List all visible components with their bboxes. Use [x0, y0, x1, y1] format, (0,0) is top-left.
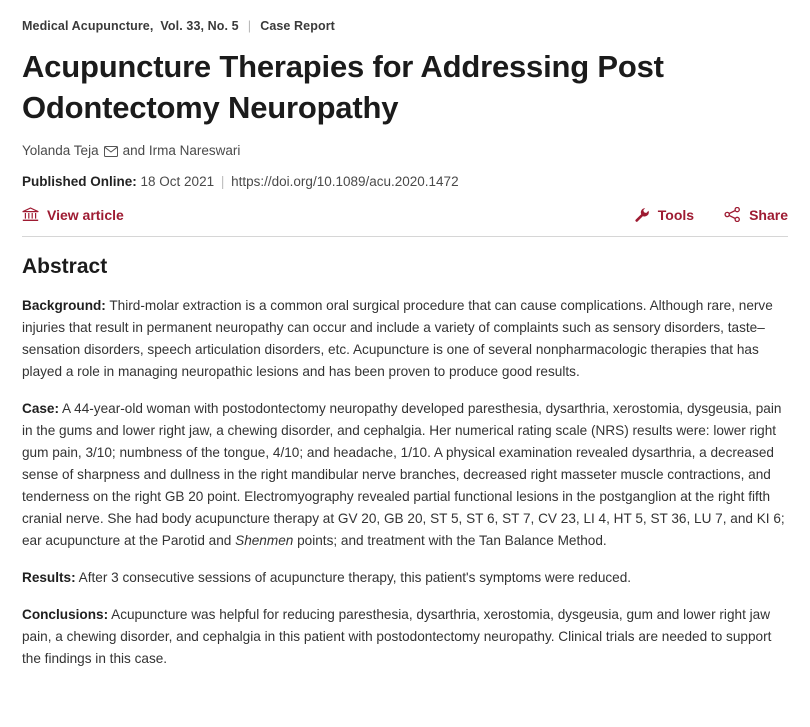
abstract-background-label: Background:	[22, 297, 106, 313]
share-icon	[724, 207, 741, 222]
institution-icon	[22, 207, 39, 222]
breadcrumb	[22, 18, 788, 33]
abstract-heading: Abstract	[22, 254, 108, 278]
breadcrumb-volume[interactable]: Vol. 33, No. 5	[160, 18, 239, 33]
wrench-icon	[634, 207, 650, 223]
abstract-conclusions-text: Acupuncture was helpful for reducing paresthesia, dysarthria, xerostomia, dysgeusia, gum and lower right jaw pain, a chewing disorder, and cephalgia in this patient with postodontectomy neuropathy. Clinical trials are needed to support the findings in this case.	[22, 607, 772, 667]
view-article-button[interactable]	[22, 207, 124, 223]
page-title: Acupuncture Therapies for Addressing Post Odontectomy Neuropathy	[22, 49, 664, 125]
published-pipe: |	[220, 173, 225, 189]
abstract-case-text-2: points; and treatment with the Tan Balance Method.	[293, 532, 607, 548]
article-actions	[22, 207, 788, 223]
share-label: Share	[749, 206, 788, 223]
doi-link[interactable]: https://doi.org/10.1089/acu.2020.1472	[231, 173, 459, 189]
divider	[22, 236, 788, 237]
tools-label: Tools	[657, 206, 695, 223]
actions-left	[22, 207, 124, 223]
breadcrumb-journal[interactable]: Medical Acupuncture,	[22, 18, 154, 33]
abstract-case-label: Case:	[22, 400, 60, 416]
abstract-conclusions-label: Conclusions:	[22, 607, 109, 622]
envelope-icon[interactable]	[104, 146, 118, 157]
breadcrumb-separator: |	[247, 18, 252, 33]
abstract-background-text: Third-molar extraction is a common oral surgical procedure that can cause complications. Although rare, nerve injuries that result in permanent neuropathy can occur and include a variety of complaints such as sensory disorders, taste–sensation disorders, speech articulation disorders, etc. Acupuncture is one of several nonpharmacologic therapies that has played a role in managing neuropathic lesions and has been proven to produce good results.	[22, 297, 773, 379]
abstract-results-text: After 3 consecutive sessions of acupuncture therapy, this patient's symptoms were reduced.	[75, 569, 632, 585]
tools-button[interactable]	[634, 207, 694, 223]
author-list	[22, 143, 788, 158]
abstract-background	[22, 295, 788, 383]
abstract-results-label: Results:	[22, 569, 76, 585]
abstract-case-italic: Shenmen	[235, 532, 294, 548]
abstract-results	[22, 567, 788, 589]
published-label: Published Online:	[22, 173, 137, 189]
author-list-rest: and Irma Nareswari	[122, 142, 241, 158]
abstract-case	[22, 398, 788, 552]
abstract-case-text-1: A 44-year-old woman with postodontectomy neuropathy developed paresthesia, dysarthria, xerostomia, dysgeusia, pain in the gums and lower right jaw, a chewing disorder, and cephalgia. Her numerical rating scale (NRS) results were: lower right gum pain, 3/10; numbness of the tongue, 4/10; and headache, 1/10. A physical examination revealed dysarthria, a decreased sense of sharpness and dullness in the right mandibular nerve branches, decreased right masseter muscle contractions, and tenderness on the right GB 20 point. Electromyography revealed partial functional lesions in the postganglion at the right fifth cranial nerve. She had body acupuncture therapy at GV 20, GB 20, ST 5, ST 6, ST 7, CV 23, LI 4, HT 5, ST 36, LU 7, and KI 6; ear acupuncture at the Parotid and	[22, 400, 785, 548]
author-link-first[interactable]: Yolanda Teja	[22, 142, 99, 158]
abstract-conclusions	[22, 604, 788, 670]
breadcrumb-article-type: Case Report	[260, 18, 335, 33]
share-button[interactable]	[724, 207, 788, 223]
actions-right	[634, 207, 788, 223]
published-date: 18 Oct 2021	[140, 173, 215, 189]
published-line	[22, 174, 788, 189]
view-article-label: View article	[47, 206, 124, 223]
